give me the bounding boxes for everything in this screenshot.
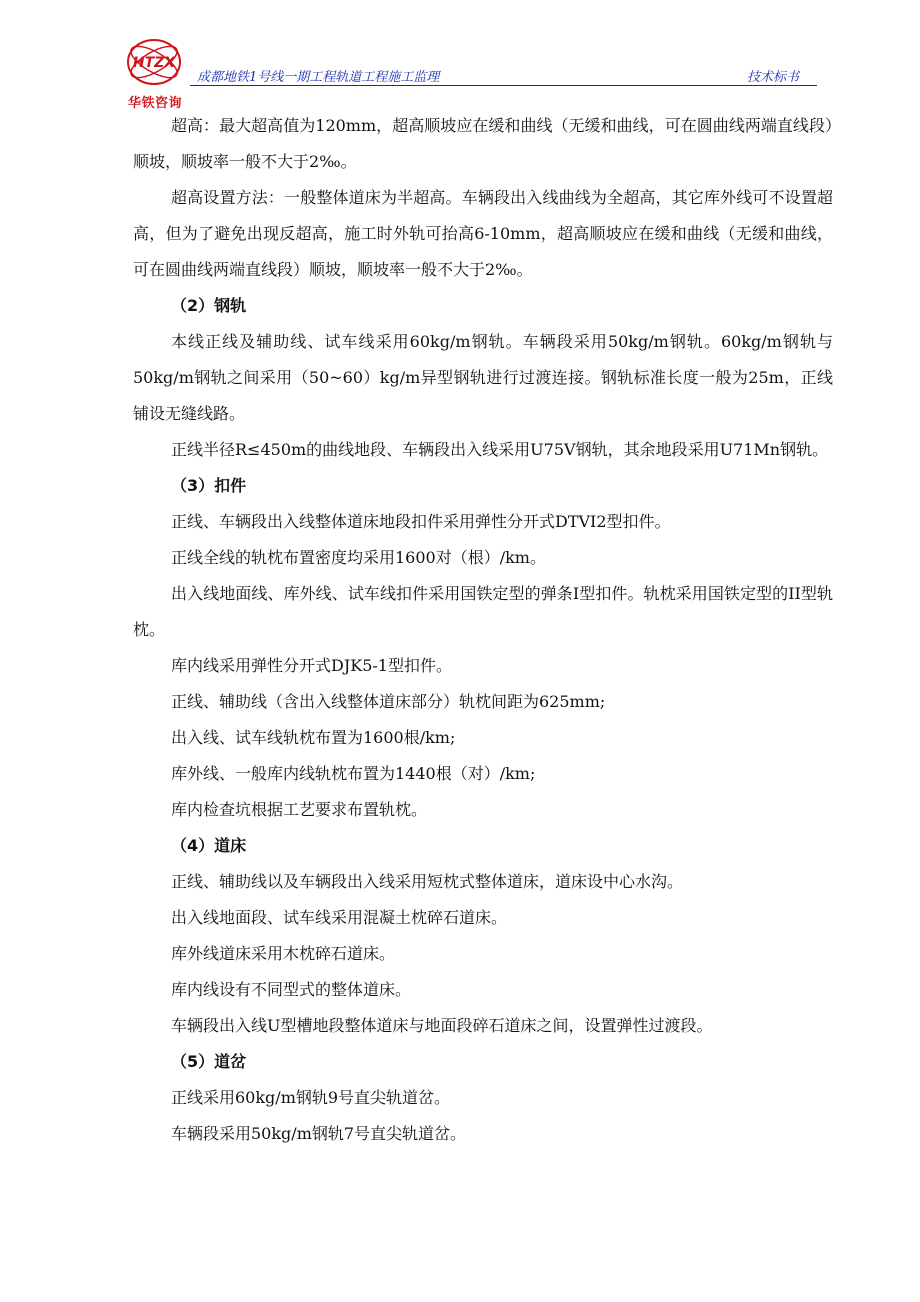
paragraph-sleeper-density: 正线全线的轨枕布置密度均采用1600对（根）/km。: [171, 548, 546, 567]
paragraph-fastener-mainline: 正线、车辆段出入线整体道床地段扣件采用弹性分开式DTVI2型扣件。: [171, 512, 671, 531]
paragraph-bed-depot: 库内线设有不同型式的整体道床。: [171, 980, 412, 999]
page-header: [0, 0, 920, 112]
paragraph-bed-mainline: 正线、辅助线以及车辆段出入线采用短枕式整体道床，道床设中心水沟。: [171, 872, 684, 891]
paragraph-bed-yard: 库外线道床采用木枕碎石道床。: [171, 944, 396, 963]
paragraph-switch-depot: 车辆段采用50kg/m钢轨7号直尖轨道岔。: [171, 1124, 467, 1143]
logo-mark: HTZX: [132, 55, 176, 71]
paragraph-sleeper-entry: 出入线、试车线轨枕布置为1600根/km;: [171, 728, 456, 747]
paragraph-rail-types: 本线正线及辅助线、试车线采用60kg/m钢轨。车辆段采用50kg/m钢轨。60kg/m钢轨与50kg/m钢轨之间采用（50~60）kg/m异型钢轨进行过渡连接。钢轨标准长度一般为25m，正线铺设无缝线路。: [133, 332, 833, 423]
header-project-title: 成都地铁1号线一期工程轨道工程施工监理: [197, 70, 440, 85]
logo-company-name: 华铁咨询: [128, 96, 183, 111]
section-heading-fastener: （3）扣件: [171, 476, 247, 495]
paragraph-superelevation: 超高：最大超高值为120mm，超高顺坡应在缓和曲线（无缓和曲线，可在圆曲线两端直线段）顺坡，顺坡率一般不大于2‰。: [133, 116, 833, 171]
paragraph-switch-mainline: 正线采用60kg/m钢轨9号直尖轨道岔。: [171, 1088, 451, 1107]
paragraph-sleeper-spacing: 正线、辅助线（含出入线整体道床部分）轨枕间距为625mm;: [171, 692, 606, 711]
paragraph-fastener-ground: 出入线地面线、库外线、试车线扣件采用国铁定型的弹条I型扣件。轨枕采用国铁定型的II型轨枕。: [133, 584, 833, 639]
paragraph-superelevation-method: 超高设置方法：一般整体道床为半超高。车辆段出入线曲线为全超高，其它库外线可不设置超高，但为了避免出现反超高，施工时外轨可抬高6-10mm，超高顺坡应在缓和曲线（无缓和曲线，可在圆曲线两端直线段）顺坡，顺坡率一般不大于2‰。: [133, 188, 833, 279]
paragraph-rail-grade: 正线半径R≤450m的曲线地段、车辆段出入线采用U75V钢轨，其余地段采用U71Mn钢轨。: [171, 440, 829, 459]
paragraph-bed-entry: 出入线地面段、试车线采用混凝土枕碎石道床。: [171, 908, 508, 927]
header-doc-type: 技术标书: [747, 70, 800, 85]
section-heading-track-bed: （4）道床: [171, 836, 247, 855]
section-heading-switch: （5）道岔: [171, 1052, 247, 1071]
section-heading-rail: （2）钢轨: [171, 296, 247, 315]
document-body: [133, 108, 833, 1152]
paragraph-fastener-depot: 库内线采用弹性分开式DJK5-1型扣件。: [171, 656, 452, 675]
paragraph-sleeper-yard: 库外线、一般库内线轨枕布置为1440根（对）/km;: [171, 764, 536, 783]
paragraph-inspection-pit: 库内检查坑根据工艺要求布置轨枕。: [171, 800, 428, 819]
paragraph-bed-transition: 车辆段出入线U型槽地段整体道床与地面段碎石道床之间，设置弹性过渡段。: [171, 1016, 713, 1035]
header-rule: [190, 85, 817, 86]
